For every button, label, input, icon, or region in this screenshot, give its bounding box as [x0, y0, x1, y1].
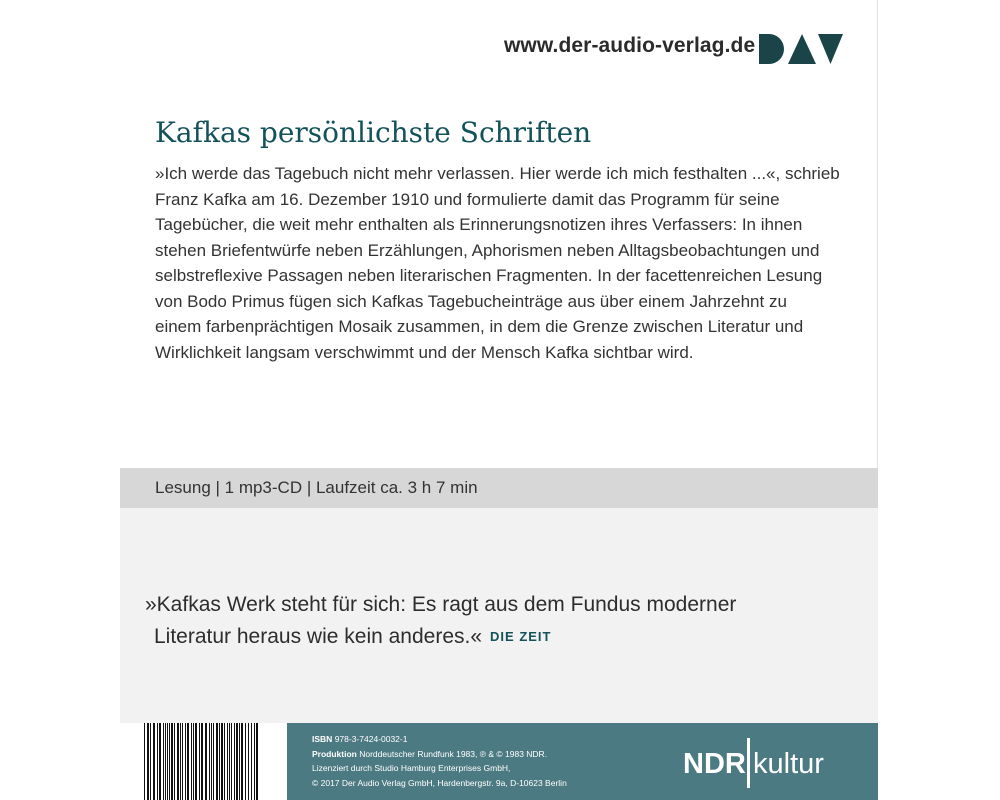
barcode-bar — [187, 723, 189, 800]
isbn-label: ISBN — [312, 734, 333, 744]
barcode-bar — [180, 723, 181, 800]
barcode-bar — [231, 723, 232, 800]
imprint-box — [287, 723, 878, 800]
product-info-bar — [120, 468, 878, 508]
barcode-bar — [193, 723, 194, 800]
production-value: Norddeutscher Rundfunk 1983, ℗ & © 1983 NDR. — [359, 748, 548, 759]
ndr-logo-kultur: kultur — [753, 748, 824, 780]
right-rule — [877, 0, 878, 468]
barcode-bar — [157, 723, 158, 800]
barcode-bar — [167, 723, 168, 800]
barcode-bar — [159, 723, 161, 800]
barcode-bar — [169, 723, 170, 800]
description-line: Wirklichkeit langsam verschwimmt und der Mensch Kafka sichtbar wird. — [155, 342, 694, 362]
publisher-url[interactable]: www.der-audio-verlag.de — [504, 34, 756, 57]
barcode-bar — [256, 723, 258, 800]
isbn-line — [312, 732, 567, 747]
dav-logo — [759, 34, 843, 64]
barcode-bar — [191, 723, 192, 800]
barcode-bar — [195, 723, 197, 800]
barcode — [140, 723, 262, 800]
barcode-bar — [174, 723, 175, 800]
barcode-bar — [248, 723, 249, 800]
dav-logo-d — [759, 34, 784, 64]
barcode-bar — [227, 723, 228, 800]
barcode-bar — [177, 723, 179, 800]
isbn-value: 978-3-7424-0032-1 — [334, 734, 408, 744]
description-line: selbstreflexive Passagen neben literarischen Fragmenten. In der facettenreichen Lesung — [155, 266, 823, 285]
barcode-bar — [150, 723, 151, 800]
barcode-bar — [211, 723, 212, 800]
barcode-bar — [209, 723, 210, 800]
license-line: Lizenziert durch Studio Hamburg Enterprises GmbH, — [312, 763, 511, 773]
quote-line-1: »Kafkas Werk steht für sich: Es ragt aus dem Fundus moderner — [145, 593, 737, 616]
description-line: von Bodo Primus fügen sich Kafkas Tagebucheinträge aus über einem Jahrzehnt zu — [155, 291, 787, 311]
barcode-bar — [213, 723, 214, 800]
barcode-bar — [245, 723, 246, 800]
barcode-bar — [182, 723, 183, 800]
description-line: stehen Briefentwürfe neben Erzählungen, Aphorismen neben Alltagsbeobachtungen und — [155, 240, 820, 260]
quote-source: DIE ZEIT — [490, 629, 552, 644]
production-label: Produktion — [312, 748, 357, 759]
barcode-bar — [236, 723, 238, 800]
description-line: »Ich werde das Tagebuch nicht mehr verlassen. Hier werde ich mich festhalten ...«, schrieb — [155, 164, 840, 183]
barcode-bar — [199, 723, 200, 800]
barcode-bar — [234, 723, 235, 800]
barcode-bar — [219, 723, 220, 800]
barcode-bar — [171, 723, 173, 800]
press-quote-panel — [120, 508, 878, 723]
book-title: Kafkas persönlichste Schriften — [155, 116, 592, 149]
description-line: einem farbenprächtigen Mosaik zusammen, in dem die Grenze zwischen Literatur und — [155, 317, 804, 336]
barcode-bar — [251, 723, 252, 800]
barcode-bar — [221, 723, 223, 800]
copyright-line: © 2017 Der Audio Verlag GmbH, Hardenbergstr. 9a, D-10623 Berlin — [312, 777, 567, 788]
barcode-bar — [224, 723, 225, 800]
barcode-bar — [205, 723, 207, 800]
barcode-bar — [165, 723, 166, 800]
quote-line-2 — [145, 621, 736, 653]
barcode-bar — [147, 723, 149, 800]
description-line: Tagebücher, die weit mehr enthalten als Erinnerungsnotizen ihres Verfassers: In ihnen — [155, 215, 803, 234]
quote-line-2-text: Literatur heraus wie kein anderes.« — [154, 625, 483, 648]
barcode-bar — [163, 723, 164, 800]
book-description — [155, 161, 875, 365]
ndr-logo-bar — [747, 738, 750, 788]
barcode-bar — [241, 723, 243, 800]
press-quote — [145, 589, 736, 653]
dav-logo-v — [818, 34, 843, 64]
barcode-bar — [185, 723, 186, 800]
ndr-kultur-logo — [678, 734, 850, 791]
barcode-bar — [144, 723, 145, 800]
barcode-bar — [229, 723, 230, 800]
barcode-bar — [239, 723, 240, 800]
production-line — [312, 747, 567, 762]
imprint-text — [312, 732, 567, 790]
dav-logo-a — [788, 34, 816, 64]
product-info-text: Lesung | 1 mp3-CD | Laufzeit ca. 3 h 7 min — [155, 478, 478, 497]
barcode-bar — [254, 723, 255, 800]
barcode-bar — [153, 723, 155, 800]
barcode-bar — [216, 723, 218, 800]
ndr-logo-ndr: NDR — [683, 748, 746, 780]
description-line: Franz Kafka am 16. Dezember 1910 und formulierte damit das Programm für seine — [155, 189, 780, 209]
barcode-bar — [201, 723, 203, 800]
